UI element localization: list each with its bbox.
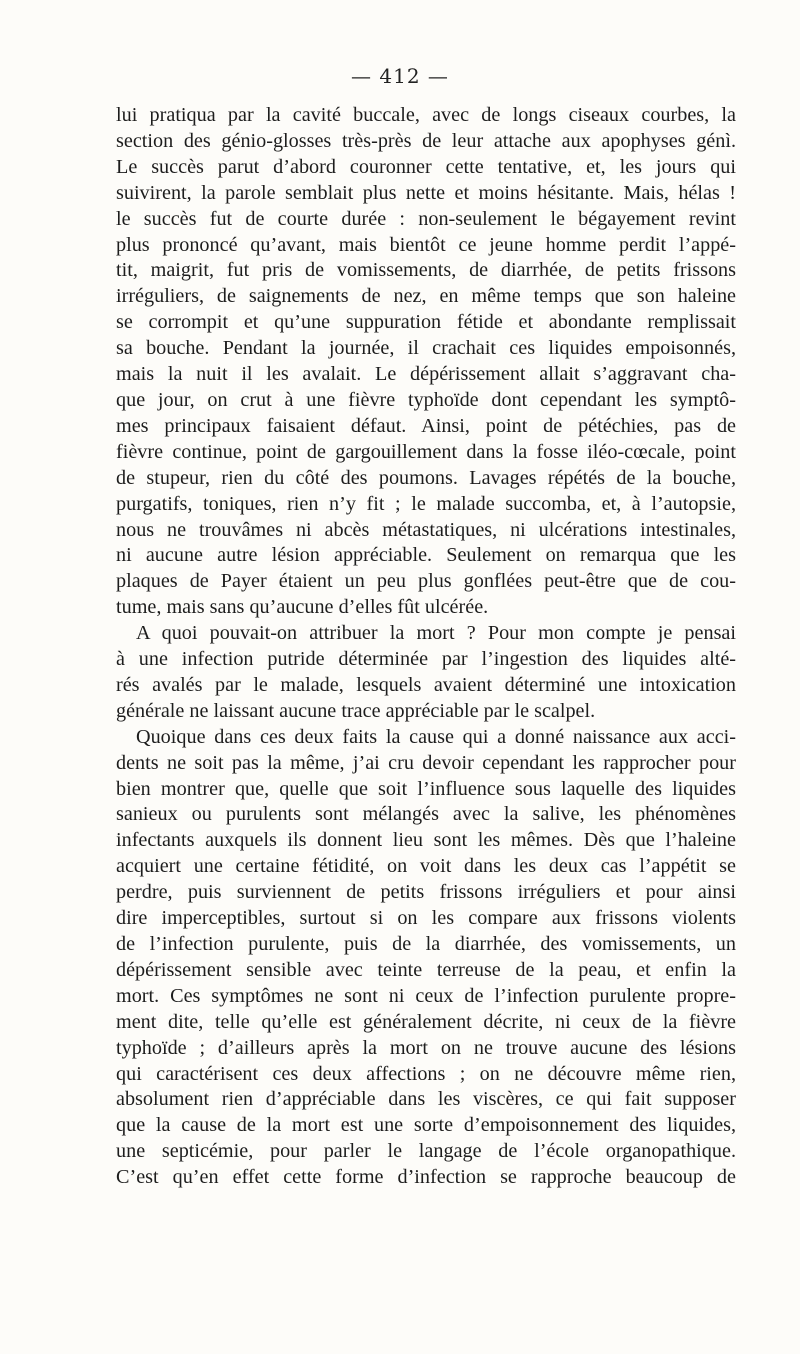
text-line: à une infection putride déterminée par l’ingestion des liquides alté- — [116, 648, 736, 671]
text-line: une septicémie, pour parler le langage de l’école organopathique. — [116, 1140, 736, 1163]
text-line: générale ne laissant aucune trace appréciable par le scalpel. — [116, 699, 596, 722]
text-line: sa bouche. Pendant la journée, il crachait ces liquides empoisonnés, — [116, 337, 736, 360]
text-line: infectants auxquels ils donnent lieu sont les mêmes. Dès que l’haleine — [116, 829, 736, 852]
text-line: dents ne soit pas la même, j’ai cru devoir cependant les rapprocher pour — [116, 751, 736, 774]
text-line: C’est qu’en effet cette forme d’infection se rapproche beaucoup de — [116, 1166, 736, 1189]
text-line: plus prononcé qu’avant, mais bientôt ce jeune homme perdit l’appé- — [116, 233, 736, 256]
text-line: le succès fut de courte durée : non-seulement le bégayement revint — [116, 207, 736, 230]
text-line: rés avalés par le malade, lesquels avaient déterminé une intoxication — [116, 673, 736, 696]
text-line: mes principaux faisaient défaut. Ainsi, point de pétéchies, pas de — [116, 414, 736, 437]
text-line: nous ne trouvâmes ni abcès métastatiques, ni ulcérations intestinales, — [116, 518, 736, 541]
text-line: de stupeur, rien du côté des poumons. Lavages répétés de la bouche, — [116, 466, 736, 489]
text-line: dire imperceptibles, surtout si on les compare aux frissons violents — [116, 907, 736, 930]
text-line: de l’infection purulente, puis de la diarrhée, des vomissements, un — [116, 933, 736, 955]
text-line: suivirent, la parole semblait plus nette et moins hésitante. Mais, hélas ! — [116, 181, 736, 204]
text-line: mais la nuit il les avalait. Le dépérissement allait s’aggravant cha- — [116, 363, 736, 386]
page-number: — 412 — — [351, 64, 449, 88]
text-line: acquiert une certaine fétidité, on voit dans les deux cas l’appétit se — [116, 855, 736, 878]
text-line: que la cause de la mort est une sorte d’empoisonnement des liquides, — [116, 1114, 736, 1137]
text-line: absolument rien d’appréciable dans les viscères, ce qui fait supposer — [116, 1088, 736, 1111]
text-line: tit, maigrit, fut pris de vomissements, de diarrhée, de petits frissons — [116, 259, 736, 282]
text-line: Quoique dans ces deux faits la cause qui a donné naissance aux acci- — [136, 725, 736, 748]
text-line: perdre, puis surviennent de petits frissons irréguliers et pour ainsi — [116, 881, 736, 904]
text-line: fièvre continue, point de gargouillement dans la fosse iléo-cœcale, point — [116, 440, 736, 463]
text-line: lui pratiqua par la cavité buccale, avec de longs ciseaux courbes, la — [116, 104, 736, 126]
text-line: bien montrer que, quelle que soit l’influence sous laquelle des liquides — [116, 777, 736, 800]
text-line: typhoïde ; d’ailleurs après la mort on ne trouve aucune des lésions — [116, 1036, 736, 1059]
text-line: se corrompit et qu’une suppuration fétide et abondante remplissait — [116, 311, 736, 334]
text-line: plaques de Payer étaient un peu plus gonflées peut-être que de cou- — [116, 570, 736, 593]
text-line: tume, mais sans qu’aucune d’elles fût ulcérée. — [116, 596, 489, 619]
text-line: mort. Ces symptômes ne sont ni ceux de l’infection purulente propre- — [116, 984, 736, 1007]
text-line: qui caractérisent ces deux affections ; on ne découvre même rien, — [116, 1062, 736, 1085]
text-line: sanieux ou purulents sont mélangés avec la salive, les phénomènes — [116, 803, 736, 826]
text-line: Le succès parut d’abord couronner cette tentative, et, les jours qui — [116, 155, 736, 178]
text-line: irréguliers, de saignements de nez, en même temps que son haleine — [116, 285, 736, 308]
text-line: section des génio-glosses très-près de leur attache aux apophyses génì. — [116, 129, 736, 152]
body-text — [116, 103, 736, 1191]
text-line: ment dite, telle qu’elle est généralement décrite, ni ceux de la fièvre — [116, 1010, 736, 1033]
text-line: purgatifs, toniques, rien n’y fit ; le malade succomba, et, à l’autopsie, — [116, 492, 736, 515]
text-line: ni aucune autre lésion appréciable. Seulement on remarqua que les — [116, 544, 736, 567]
text-line: A quoi pouvait-on attribuer la mort ? Pour mon compte je pensai — [136, 622, 736, 645]
text-line: dépérissement sensible avec teinte terreuse de la peau, et enfin la — [116, 958, 736, 981]
text-line: que jour, on crut à une fièvre typhoïde dont cependant les symptô- — [116, 388, 736, 411]
